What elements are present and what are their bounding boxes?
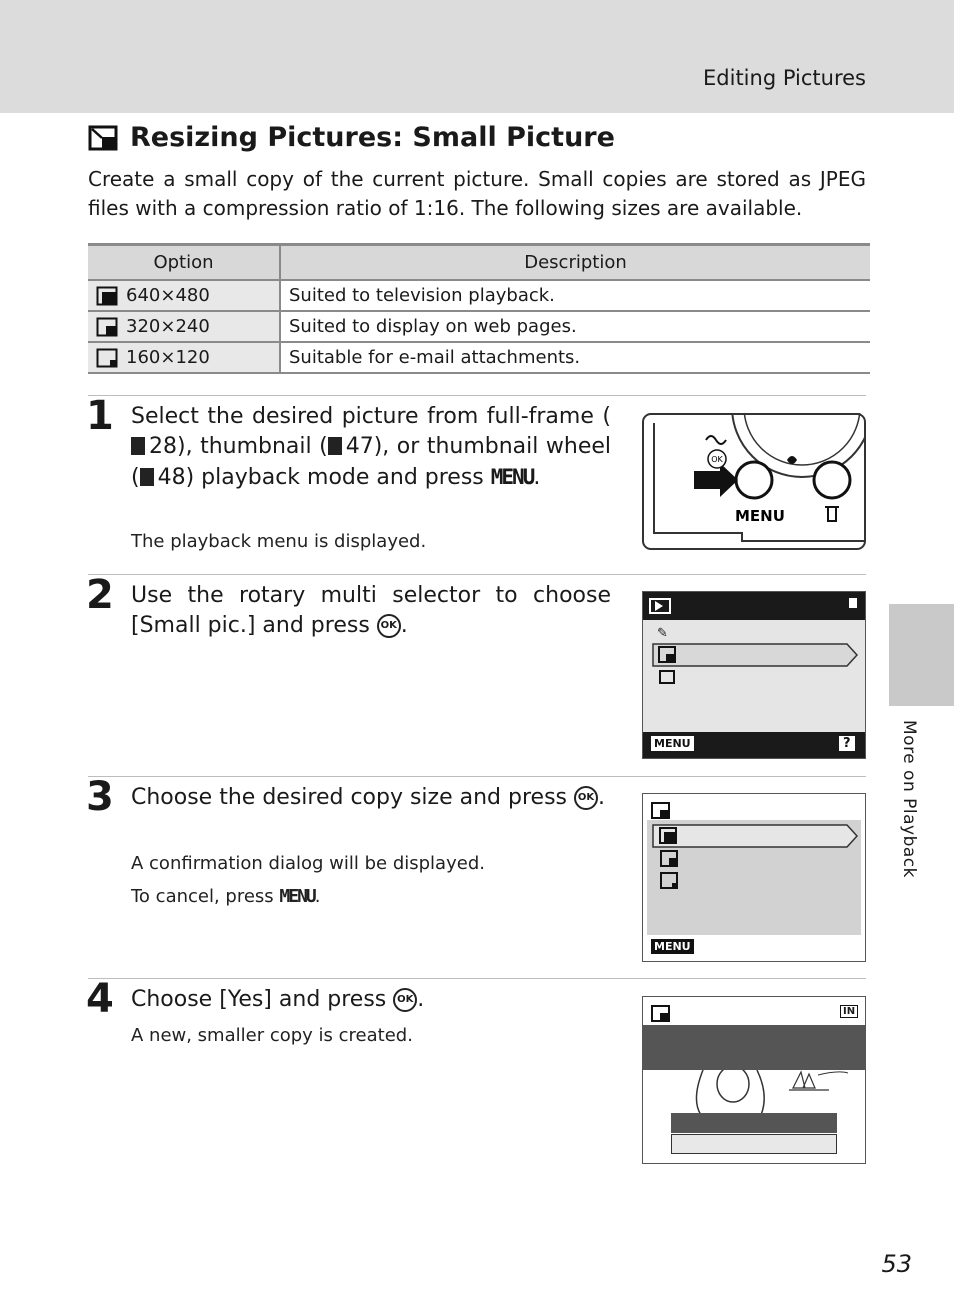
menu-button-glyph: MENU	[490, 465, 534, 489]
small-pic-header-icon	[651, 802, 671, 820]
size-option-160[interactable]	[660, 872, 680, 890]
dialog-option-box[interactable]	[671, 1134, 837, 1154]
playback-menu-screen	[642, 591, 866, 759]
svg-text:OK: OK	[711, 455, 723, 464]
page-number: 53	[881, 1250, 912, 1278]
dlighting-icon: ✎	[657, 626, 668, 641]
step-3-sub-1: A confirmation dialog will be displayed.	[131, 853, 485, 874]
step-4-text: Choose [Yes] and press OK .	[131, 987, 425, 1012]
table-header-description: Description	[280, 245, 870, 281]
table-header-row	[88, 245, 870, 281]
intro-paragraph: Create a small copy of the current picture. Small copies are stored as JPEG files with a compression ratio of 1:16. The following sizes are available.	[88, 167, 866, 220]
internal-memory-icon: IN	[840, 1005, 858, 1018]
description-cell: Suited to display on web pages.	[280, 311, 870, 342]
small-pic-icon	[651, 1005, 671, 1023]
menu-item-small-pic[interactable]	[651, 642, 861, 668]
step-number: 2	[86, 572, 114, 618]
delete-button	[814, 462, 850, 498]
header-band	[0, 0, 954, 113]
step-divider	[88, 978, 866, 979]
screen-menu-icon: MENU	[651, 939, 694, 954]
side-tab	[889, 604, 954, 706]
page-title: Resizing Pictures: Small Picture	[130, 122, 615, 153]
side-tab-label: More on Playback	[899, 720, 919, 878]
size-option-320[interactable]	[660, 850, 680, 868]
table-row	[88, 311, 870, 342]
size-320-icon	[96, 317, 118, 337]
step-number: 4	[86, 976, 114, 1022]
step-4-sub: A new, smaller copy is created.	[131, 1025, 413, 1046]
small-picture-icon	[88, 125, 120, 151]
size-640-icon	[96, 286, 118, 306]
step-number: 3	[86, 774, 114, 820]
option-cell: 320×240	[88, 311, 280, 342]
table-row	[88, 342, 870, 373]
step-1-sub: The playback menu is displayed.	[131, 531, 427, 552]
step-3-text: Choose the desired copy size and press OK .	[131, 785, 605, 810]
table-header-option: Option	[88, 245, 280, 281]
scroll-indicator	[849, 598, 857, 608]
description-cell: Suited to television playback.	[280, 280, 870, 311]
size-select-screen	[642, 793, 866, 962]
playback-button	[736, 462, 772, 498]
menu-button-glyph: MENU	[279, 886, 315, 907]
size-160-icon	[96, 348, 118, 368]
page-ref-icon	[140, 468, 154, 486]
step-1-text: Select the desired picture from full-frame (28), thumbnail ( 47), or thumbnail wheel ( 48) playback mode and press MENU.	[131, 404, 612, 490]
ok-button-glyph: OK	[377, 614, 401, 638]
copy-icon	[659, 670, 675, 684]
step-divider	[88, 776, 866, 777]
camera-back-illustration	[642, 413, 866, 550]
step-number: 1	[86, 393, 114, 439]
step-3-sub-2: To cancel, press MENU.	[131, 886, 321, 907]
description-cell: Suitable for e-mail attachments.	[280, 342, 870, 373]
option-cell: 640×480	[88, 280, 280, 311]
confirm-dialog-screen	[642, 996, 866, 1164]
page-ref-icon	[131, 437, 145, 455]
option-cell: 160×120	[88, 342, 280, 373]
title-row	[88, 122, 615, 153]
step-divider	[88, 574, 866, 575]
size-options-table	[88, 243, 870, 374]
size-option-640[interactable]	[651, 823, 861, 849]
camera-menu-label: MENU	[735, 507, 785, 525]
step-2-text: Use the rotary multi selector to choose [Small pic.] and press OK .	[131, 583, 611, 638]
ok-button-glyph: OK	[393, 988, 417, 1012]
section-label: Editing Pictures	[703, 66, 866, 90]
page-ref-icon	[328, 437, 342, 455]
help-icon: ?	[839, 736, 855, 751]
ok-button-glyph: OK	[574, 786, 598, 810]
screen-menu-icon: MENU	[651, 736, 694, 751]
step-divider	[88, 395, 866, 396]
table-row	[88, 280, 870, 311]
